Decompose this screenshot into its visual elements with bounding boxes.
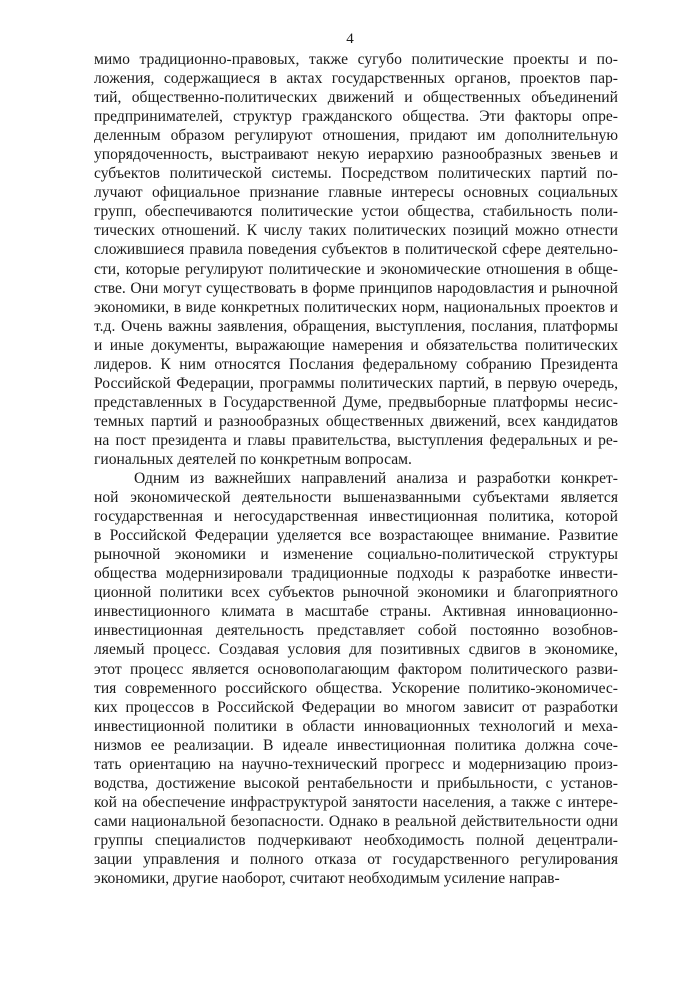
text-line: рыночной экономики и изменение социально-политической структуры [94, 546, 618, 564]
text-line: кой на обеспечение инфраструктурой занятости населения, а также с интере- [94, 793, 618, 811]
text-line: сложившиеся правила поведения субъектов в политической сфере деятельно- [94, 241, 618, 259]
text-line: экономики, другие наоборот, считают необходимым усиление направ- [94, 870, 560, 888]
text-line: представленных в Государственной Думе, предвыборные платформы несис- [94, 393, 618, 411]
text-line: ких процессов в Российской Федерации во многом зависит от разработки [94, 698, 618, 716]
body-text [94, 50, 618, 888]
text-line: ложения, содержащиеся в актах государственных органов, проектов пар- [94, 70, 618, 88]
text-line: Одним из важнейших направлений анализа и разработки конкрет- [134, 470, 618, 488]
text-line: сти, которые регулируют политические и экономические отношения в обще- [94, 260, 618, 278]
text-line: тий, общественно-политических движений и общественных объединений [94, 89, 618, 107]
text-line: мимо традиционно-правовых, также сугубо политические проекты и по- [94, 51, 618, 68]
text-line: упорядоченность, выстраивают некую иерархию разнообразных звеньев и [94, 146, 618, 164]
text-line: гиональных деятелей по конкретным вопросам. [94, 450, 412, 468]
page-number: 4 [346, 31, 354, 47]
text-line: государственная и негосударственная инвестиционная политика, которой [94, 508, 618, 526]
paragraph [94, 50, 618, 469]
text-line: инвестиционная деятельность представляет собой постоянно возобнов- [94, 622, 618, 640]
text-line: предпринимателей, структур гражданского общества. Эти факторы опре- [94, 108, 618, 126]
text-line: тических отношений. К числу таких политических позиций можно отнести [94, 222, 618, 240]
text-line: инвестиционного климата в масштабе страны. Активная инновационно- [94, 603, 618, 621]
text-line: сами национальной безопасности. Однако в реальной действительности одни [94, 812, 618, 830]
text-line: Российской Федерации, программы политических партий, в первую очередь, [94, 374, 618, 392]
text-line: ной экономической деятельности вышеназванными субъектами является [94, 489, 618, 507]
text-line: экономики, в виде конкретных политических норм, национальных проектов и [94, 298, 618, 316]
text-line: т.д. Очень важны заявления, обращения, выступления, послания, платформы [94, 317, 618, 335]
text-line: субъектов политической системы. Посредством политических партий по- [94, 165, 618, 183]
text-line: группы специалистов подчеркивают необходимость полной децентрали- [94, 831, 618, 849]
text-line: темных партий и разнообразных общественных движений, всех кандидатов [94, 412, 618, 430]
text-line: деленным образом регулируют отношения, придают им дополнительную [94, 127, 618, 145]
text-line: лидеров. К ним относятся Послания федеральному собранию Президента [94, 355, 618, 373]
text-line: в Российской Федерации уделяется все возрастающее внимание. Развитие [94, 527, 618, 545]
text-line: тия современного российского общества. Ускорение политико-экономичес- [94, 679, 618, 697]
text-line: водства, достижение высокой рентабельности и прибыльности, с установ- [94, 774, 618, 792]
text-line: тать ориентацию на научно-технический прогресс и модернизацию произ- [94, 755, 618, 773]
text-line: ционной политики всех субъектов рыночной экономики и благоприятного [94, 584, 618, 602]
text-line: этот процесс является основополагающим фактором политического разви- [94, 660, 618, 678]
text-line: низмов ее реализации. В идеале инвестиционная политика должна соче- [94, 736, 618, 754]
text-line: лучают официальное признание главные интересы основных социальных [94, 184, 618, 202]
text-line: зации управления и полного отказа от государственного регулирования [94, 850, 618, 868]
text-line: и иные документы, выражающие намерения и обязательства политических [94, 336, 618, 354]
text-line: на пост президента и главы правительства, выступления федеральных и ре- [94, 431, 618, 449]
text-line: общества модернизировали традиционные подходы к разработке инвести- [94, 565, 618, 583]
text-line: стве. Они могут существовать в форме принципов народовластия и рыночной [94, 279, 618, 297]
text-line: групп, обеспечиваются политические устои общества, стабильность поли- [94, 203, 618, 221]
text-line: ляемый процесс. Создавая условия для позитивных сдвигов в экономике, [94, 641, 618, 659]
paragraph [94, 469, 618, 888]
text-line: инвестиционной политики в области инновационных технологий и меха- [94, 717, 618, 735]
